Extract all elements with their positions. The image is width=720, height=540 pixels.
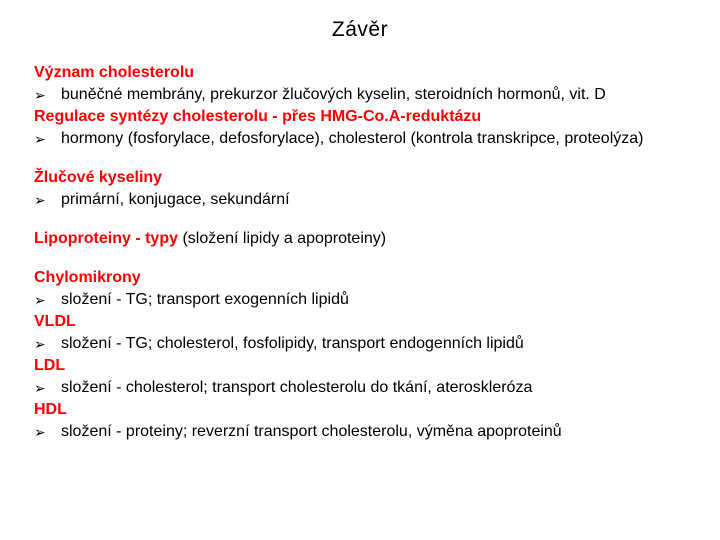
lipoproteins-heading: Lipoproteiny - typy xyxy=(34,230,178,247)
bile-acids-bullet xyxy=(34,189,694,211)
slide-title: Závěr xyxy=(331,18,389,41)
arrow-bullet-icon: ➢ xyxy=(34,87,46,103)
cholesterol-bullet xyxy=(34,84,694,106)
ldl-bullet xyxy=(34,377,694,399)
cholesterol-heading: Význam cholesterolu xyxy=(34,64,195,81)
arrow-bullet-icon: ➢ xyxy=(34,192,46,208)
arrow-bullet-icon: ➢ xyxy=(34,336,46,352)
vldl-heading: VLDL xyxy=(34,313,76,330)
bile-acids-item: primární, konjugace, sekundární xyxy=(61,191,290,208)
arrow-bullet-icon: ➢ xyxy=(34,380,46,396)
hdl-heading: HDL xyxy=(34,401,67,418)
regulation-item: hormony (fosforylace, defosforylace), cholesterol (kontrola transkripce, proteolýza) xyxy=(61,130,644,147)
chylomicrons-bullet xyxy=(34,289,694,311)
regulation-bullet xyxy=(34,128,694,150)
hdl-bullet xyxy=(34,421,694,443)
hdl-item: složení - proteiny; reverzní transport cholesterolu, výměna apoproteinů xyxy=(61,423,562,440)
chylomicrons-heading: Chylomikrony xyxy=(34,269,141,286)
ldl-item: složení - cholesterol; transport cholesterolu do tkání, ateroskleróza xyxy=(61,379,533,396)
ldl-heading: LDL xyxy=(34,357,66,374)
bile-acids-heading: Žlučové kyseliny xyxy=(34,169,163,186)
vldl-bullet xyxy=(34,333,694,355)
vldl-item: složení - TG; cholesterol, fosfolipidy, transport endogenních lipidů xyxy=(61,335,524,352)
lipoproteins-note: (složení lipidy a apoproteiny) xyxy=(178,230,387,247)
arrow-bullet-icon: ➢ xyxy=(34,292,46,308)
arrow-bullet-icon: ➢ xyxy=(34,424,46,440)
slide-content xyxy=(34,62,694,443)
regulation-heading: Regulace syntézy cholesterolu - přes HMG-Co.A-reduktázu xyxy=(34,108,482,125)
lipoproteins-line xyxy=(34,228,694,250)
cholesterol-item: buněčné membrány, prekurzor žlučových kyselin, steroidních hormonů, vit. D xyxy=(61,86,606,103)
chylomicrons-item: složení - TG; transport exogenních lipidů xyxy=(61,291,349,308)
arrow-bullet-icon: ➢ xyxy=(34,131,46,147)
